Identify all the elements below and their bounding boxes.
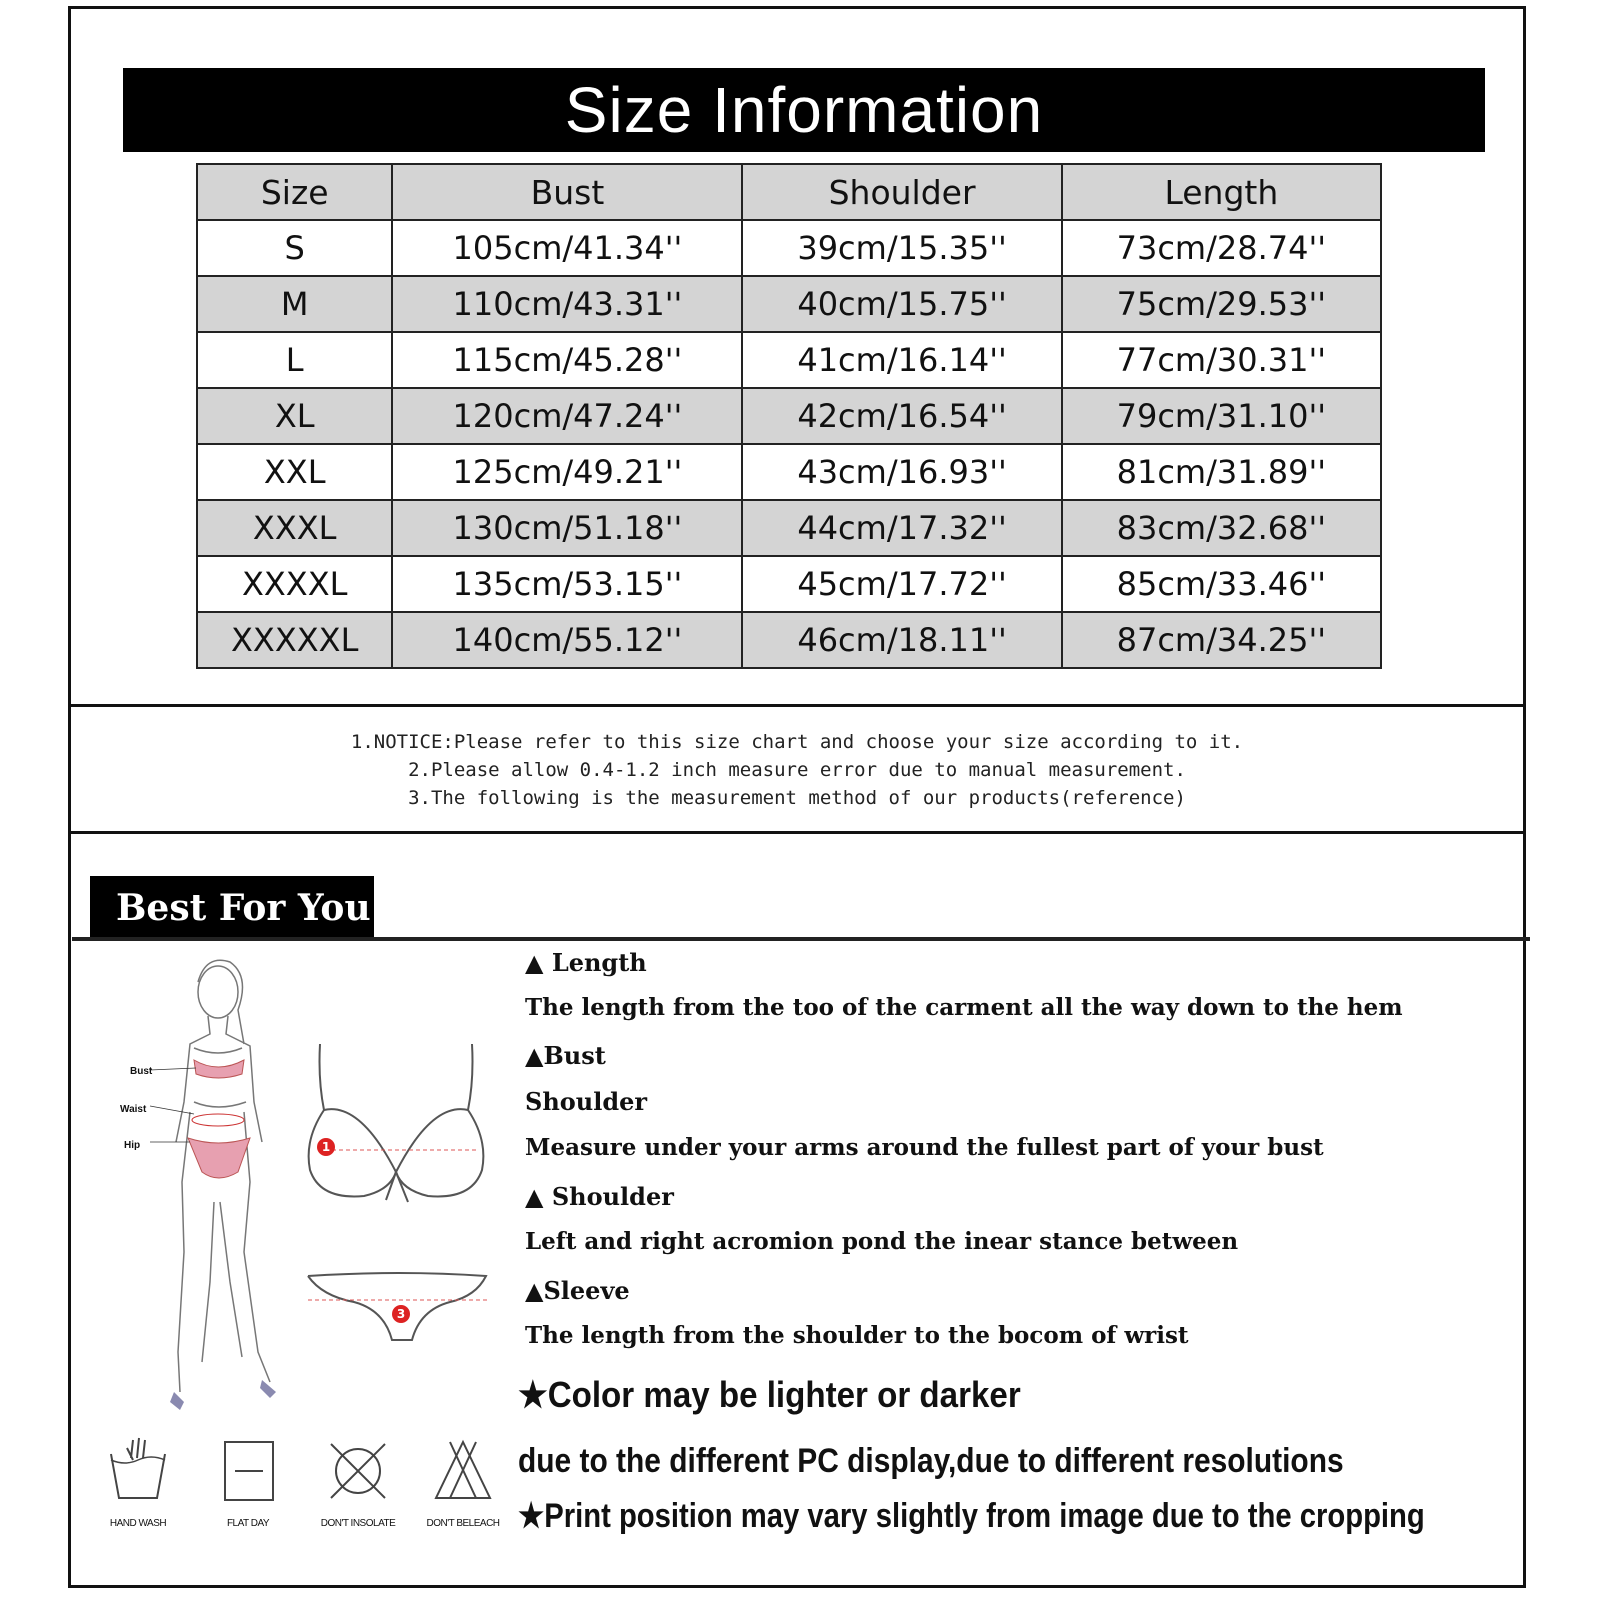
dont-insolate-icon [323,1436,393,1506]
notice-line-3: 3.The following is the measurement method of our products(reference) [408,787,1186,809]
cell-length: 85cm/33.46'' [1062,556,1381,612]
header-shoulder: Shoulder [742,164,1061,220]
cell-shoulder: 40cm/15.75'' [742,276,1061,332]
spec-bust-text: Measure under your arms around the fullest part of your bust [525,1134,1324,1161]
header-size: Size [197,164,392,220]
care-dont-insolate [308,1436,408,1529]
cell-length: 83cm/32.68'' [1062,500,1381,556]
table-row [197,276,1381,332]
care-dont-bleach [413,1436,513,1529]
cell-shoulder: 45cm/17.72'' [742,556,1061,612]
spec-sleeve-heading: ▲Sleeve [525,1276,630,1305]
care-symbols [88,1436,508,1546]
cell-length: 77cm/30.31'' [1062,332,1381,388]
cell-shoulder: 39cm/15.35'' [742,220,1061,276]
divider [68,831,1526,834]
cell-shoulder: 46cm/18.11'' [742,612,1061,668]
cell-length: 73cm/28.74'' [1062,220,1381,276]
cell-shoulder: 41cm/16.14'' [742,332,1061,388]
hand-wash-icon [103,1436,173,1506]
cell-length: 75cm/29.53'' [1062,276,1381,332]
cell-size: XXXXL [197,556,392,612]
table-row [197,500,1381,556]
color-note-1: ★Color may be lighter or darker [518,1374,1021,1415]
spec-shoulder-text: Left and right acromion pond the inear stance between [525,1228,1239,1255]
spec-length-text: The length from the too of the carment all the way down to the hem [525,994,1403,1021]
cell-bust: 135cm/53.15'' [392,556,742,612]
cell-bust: 110cm/43.31'' [392,276,742,332]
spec-bust-subheading: Shoulder [525,1087,648,1116]
table-row [197,444,1381,500]
cell-size: XXXL [197,500,392,556]
header-length: Length [1062,164,1381,220]
best-for-you-tab: Best For You [90,876,374,940]
care-label: DON'T INSOLATE [320,1518,396,1529]
cell-size: L [197,332,392,388]
cell-bust: 105cm/41.34'' [392,220,742,276]
table-row [197,612,1381,668]
marker-1: 1 [317,1138,335,1156]
color-note-2: due to the different PC display,due to different resolutions [518,1442,1344,1480]
spec-shoulder-heading: ▲ Shoulder [525,1182,674,1211]
cell-length: 79cm/31.10'' [1062,388,1381,444]
cell-bust: 140cm/55.12'' [392,612,742,668]
notice-line-2: 2.Please allow 0.4-1.2 inch measure error due to manual measurement. [408,759,1186,781]
table-row [197,332,1381,388]
spec-bust-heading: ▲Bust [525,1041,606,1070]
spec-length-heading: ▲ Length [525,948,647,977]
model-figure-illustration [110,952,310,1422]
care-hand-wash [88,1436,188,1529]
cell-size: XXXXXL [197,612,392,668]
cell-bust: 125cm/49.21'' [392,444,742,500]
care-label: HAND WASH [109,1518,167,1529]
cell-length: 87cm/34.25'' [1062,612,1381,668]
spec-sleeve-text: The length from the shoulder to the bocom of wrist [525,1322,1189,1349]
label-hip: Hip [124,1140,141,1151]
header-bust: Bust [392,164,742,220]
dont-bleach-icon [428,1436,498,1506]
cell-bust: 120cm/47.24'' [392,388,742,444]
print-note: ★Print position may vary slightly from image due to the cropping [518,1497,1425,1535]
table-row [197,220,1381,276]
size-table [196,163,1382,669]
cell-size: S [197,220,392,276]
notice-block [68,728,1526,812]
care-label: DON'T BELEACH [426,1518,500,1529]
care-label: FLAT DAY [226,1518,270,1529]
table-row [197,388,1381,444]
cell-size: M [197,276,392,332]
cell-shoulder: 44cm/17.32'' [742,500,1061,556]
divider [68,704,1526,707]
page-title: Size Information [123,68,1485,152]
cell-bust: 115cm/45.28'' [392,332,742,388]
table-row [197,556,1381,612]
flat-dry-icon [213,1436,283,1506]
cell-bust: 130cm/51.18'' [392,500,742,556]
label-bust: Bust [130,1066,153,1077]
cell-size: XXL [197,444,392,500]
label-waist: Waist [120,1104,147,1115]
notice-line-1: 1.NOTICE:Please refer to this size chart and choose your size according to it. [350,731,1244,753]
divider [72,937,1530,941]
marker-3: 3 [392,1305,410,1323]
cell-shoulder: 42cm/16.54'' [742,388,1061,444]
table-header-row [197,164,1381,220]
cell-length: 81cm/31.89'' [1062,444,1381,500]
cell-size: XL [197,388,392,444]
care-flat-dry [198,1436,298,1529]
cell-shoulder: 43cm/16.93'' [742,444,1061,500]
